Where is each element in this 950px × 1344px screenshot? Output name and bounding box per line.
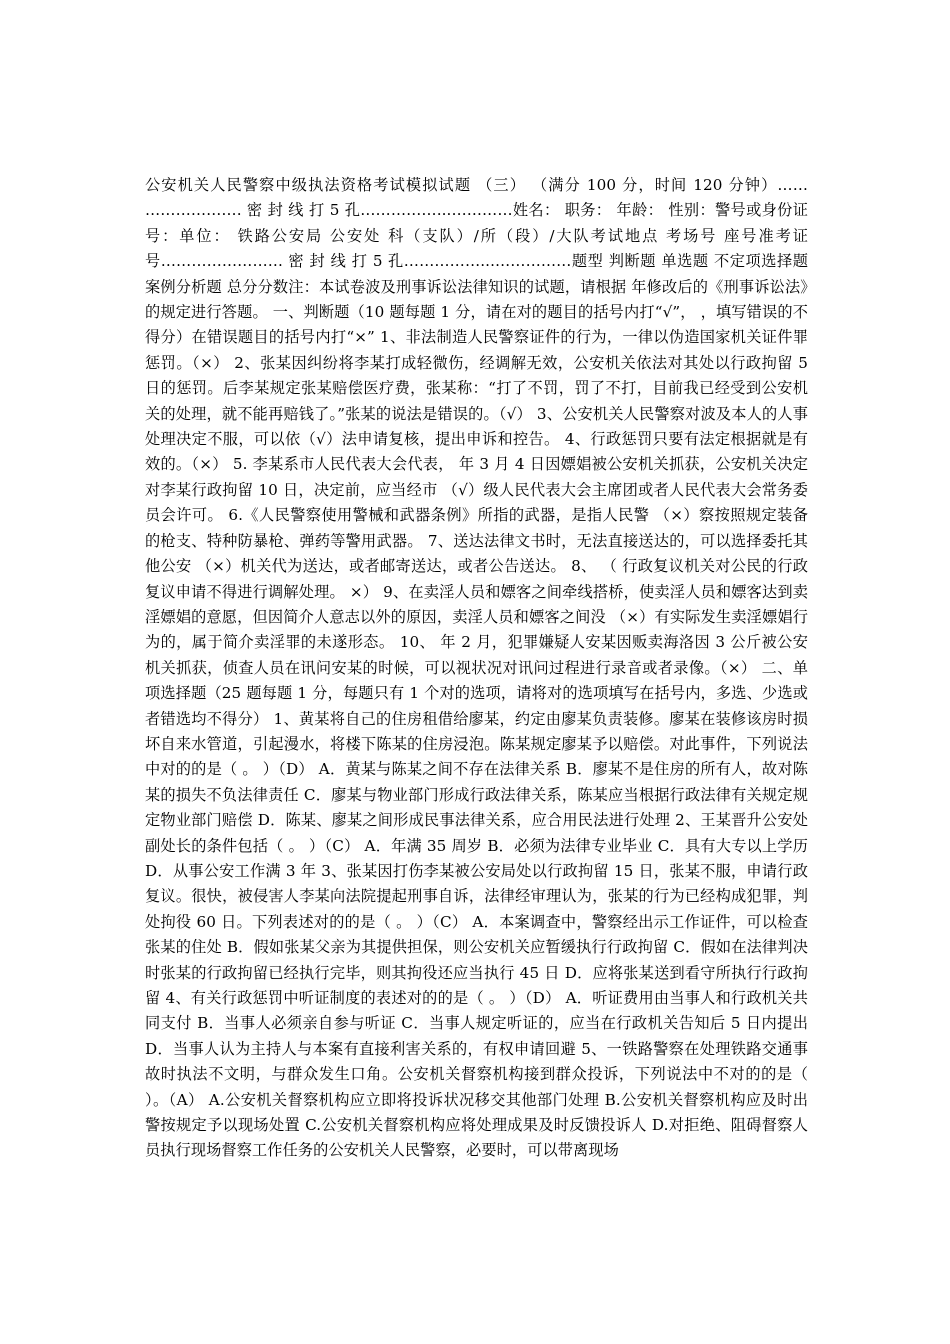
document-page bbox=[145, 173, 808, 1164]
document-body-text: 公安机关人民警察中级执法资格考试模拟试题 （三） （满分 100 分，时间 120 分钟）…… ………………. 密 封 线 打 5 孔……………...…………姓名： 职务： 年龄： 性别：警号或身份证号：单位： 铁路公安局 公安处 科（支队）/所（段）/大队考试地点 考场号 座号准考证号…………………… 密 封 线 打 5 孔……………...……………题型 判断题 单选题 不定项选择题 案例分析题 总分分数注：本试卷波及刑事诉讼法律知识的试题，请根据 年修改后的《刑事诉讼法》的规定进行答题。 一、判断题（10 题每题 1 分，请在对的题目的括号内打“√”， ，填写错误的不得分）在错误题目的括号内打“×” 1、非法制造人民警察证件的行为，一律以伪造国家机关证件罪惩罚。（×） 2、张某因纠纷将李某打成轻微伤，经调解无效，公安机关依法对其处以行政拘留 5 日的惩罚。后李某规定张某赔偿医疗费，张某称：“打了不罚，罚了不打，目前我已经受到公安机关的处理，就不能再赔钱了。”张某的说法是错误的。（√） 3、公安机关人民警察对波及本人的人事处理决定不服，可以依（√）法申请复核，提出申诉和控告。 4、行政惩罚只要有法定根据就是有效的。（×） 5. 李某系市人民代表大会代表， 年 3 月 4 日因嫖娼被公安机关抓获，公安机关决定对李某行政拘留 10 日，决定前，应当经市 （√）级人民代表大会主席团或者人民代表大会常务委员会许可。 6.《人民警察使用警械和武器条例》所指的武器，是指人民警 （×）察按照规定装备的枪支、特种防暴枪、弹药等警用武器。 7、送达法律文书时，无法直接送达的，可以选择委托其他公安 （×）机关代为送达，或者邮寄送达，或者公告送达。 8、 （ 行政复议机关对公民的行政复议申请不得进行调解处理。 ×） 9、在卖淫人员和嫖客之间牵线搭桥，使卖淫人员和嫖客达到卖淫嫖娼的意愿，但因简介人意志以外的原因，卖淫人员和嫖客之间没 （×）有实际发生卖淫嫖娼行为的，属于简介卖淫罪的未遂形态。 10、 年 2 月，犯罪嫌疑人安某因贩卖海洛因 3 公斤被公安机关抓获，侦查人员在讯问安某的时候，可以视状况对讯问过程进行录音或者录像。（×） 二、单项选择题（25 题每题 1 分，每题只有 1 个对的选项，请将对的选项填写在括号内，多选、少选或者错选均不得分） 1、黄某将自己的住房租借给廖某，约定由廖某负责装修。廖某在装修该房时损坏自来水管道，引起漫水，将楼下陈某的住房浸泡。陈某规定廖某予以赔偿。对此事件，下列说法中对的的是（ 。 ）（D） A．黄某与陈某之间不存在法律关系 B．廖某不是住房的所有人，故对陈某的损失不负法律责任 C．廖某与物业部门形成行政法律关系，陈某应当根据行政法律有关规定规定物业部门赔偿 D．陈某、廖某之间形成民事法律关系，应合用民法进行处理 2、王某晋升公安处副处长的条件包括（ 。 ）（C） A．年满 35 周岁 B．必须为法律专业毕业 C．具有大专以上学历 D．从事公安工作满 3 年 3、张某因打伤李某被公安局处以行政拘留 15 日，张某不服，申请行政复议。很快，被侵害人李某向法院提起刑事自诉，法律经审理认为，张某的行为已经构成犯罪，判处拘役 60 日。下列表述对的的是（ 。 ）（C） A．本案调查中，警察经出示工作证件，可以检查张某的住处 B．假如张某父亲为其提供担保，则公安机关应暂缓执行行政拘留 C．假如在法律判决时张某的行政拘留已经执行完毕，则其拘役还应当执行 45 日 D．应将张某送到看守所执行行政拘留 4、有关行政惩罚中听证制度的表述对的的是（ 。 ）（D） A．听证费用由当事人和行政机关共同支付 B．当事人必须亲自参与听证 C．当事人规定听证的，应当在行政机关告知后 5 日内提出 D．当事人认为主持人与本案有直接利害关系的，有权申请回避 5、一铁路警察在处理铁路交通事故时执法不文明，与群众发生口角。公安机关督察机构接到群众投诉，下列说法中不对的的是（ ）。（A） A.公安机关督察机构应立即将投诉状况移交其他部门处理 B.公安机关督察机构应及时出警按规定予以现场处置 C.公安机关督察机构应将处理成果及时反馈投诉人 D.对拒绝、阻碍督察人员执行现场督察工作任务的公安机关人民警察，必要时，可以带离现场 bbox=[145, 176, 808, 1160]
